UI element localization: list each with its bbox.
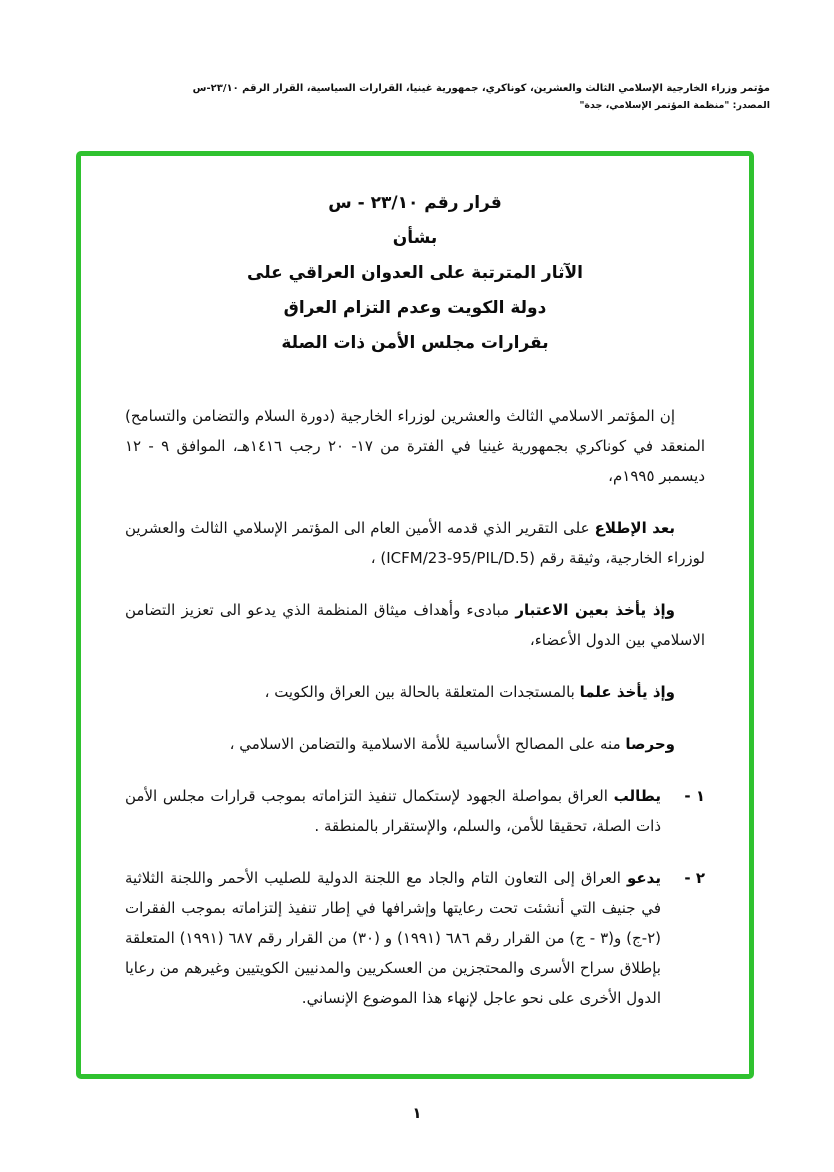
green-border-frame: [76, 151, 754, 1079]
preamble-paragraph: [125, 401, 705, 491]
operative-paragraph-1: [125, 781, 705, 841]
title-resolution-number: قرار رقم ٢٣/١٠ - س: [328, 193, 502, 213]
clause-lead-4: وحرصا: [625, 735, 675, 753]
header-source-line: المصدر: "منظمة المؤتمر الإسلامي، جدة": [579, 100, 770, 111]
operative-body-1: [125, 781, 661, 841]
clause-lead-3: وإذ يأخذ علما: [579, 683, 675, 701]
preamble-text: إن المؤتمر الاسلامي الثالث والعشرين لوزراء الخارجية (دورة السلام والتضامن والتسامح) المنعقد في كوناكري بجمهورية غينيا في الفترة من ١٧- ٢٠ رجب ١٤١٦هـ، الموافق ٩ - ١٢ ديسمبر ١٩٩٥م،: [125, 407, 705, 485]
clause-text-2: مبادىء وأهداف ميثاق المنظمة الذي يدعو الى تعزيز التضامن الاسلامي بين الدول الأعضاء،: [125, 601, 705, 649]
operative-number-2: ٢ -: [684, 869, 705, 887]
clause-paragraph-3: [125, 677, 705, 707]
operative-body-2: [125, 863, 661, 1013]
document-header: [40, 80, 770, 114]
header-citation-line: مؤتمر وزراء الخارجية الإسلامي الثالث والعشرين، كوناكري، جمهورية غينيا، القرارات السياسية، القرار الرقم ٢٣/١٠-س: [192, 83, 770, 94]
clause-lead-1: بعد الإطلاع: [594, 519, 675, 537]
operative-paragraph-2: [125, 863, 705, 1013]
operative-lead-2: يدعو: [627, 869, 661, 887]
page-number: ١: [412, 1104, 422, 1122]
operative-number-1: ١ -: [684, 787, 705, 805]
resolution-content: [81, 156, 749, 1013]
title-subject-line-2: دولة الكويت وعدم التزام العراق: [283, 298, 547, 318]
title-subject-line-3: بقرارات مجلس الأمن ذات الصلة: [281, 333, 549, 353]
clause-text-3: بالمستجدات المتعلقة بالحالة بين العراق والكويت ،: [264, 683, 575, 701]
operative-text-2: العراق إلى التعاون التام والجاد مع اللجنة الدولية للصليب الأحمر واللجنة الثلاثية في جنيف التي أنشئت تحت رعايتها وإشرافها في إطار تنفيذ إلتزاماته بموجب الفقرات (٢-ج) و(٣ - ج) من القرار رقم ٦٨٦ (١٩٩١) و (٣٠) من القرار رقم ٦٨٧ (١٩٩١) المتعلقة بإطلاق سراح الأسرى والمحتجزين من العسكريين والمدنيين الكويتيين وغيرهم من رعايا الدول الأخرى على نحو عاجل لإنهاء هذا الموضوع الإنساني.: [125, 869, 662, 1007]
clause-text-1: على التقرير الذي قدمه الأمين العام الى المؤتمر الإسلامي الثالث والعشرين لوزراء الخارجية، وثيقة رقم (ICFM/23-95/PIL/D.5) ،: [125, 519, 705, 567]
clause-paragraph-1: [125, 513, 705, 573]
clause-lead-2: وإذ يأخذ بعين الاعتبار: [515, 601, 675, 619]
clause-text-4: منه على المصالح الأساسية للأمة الاسلامية والتضامن الاسلامي ،: [229, 735, 621, 753]
clause-paragraph-4: [125, 729, 705, 759]
operative-lead-1: يطالب: [613, 787, 661, 805]
title-subject-line-1: الآثار المترتبة على العدوان العراقي على: [247, 263, 583, 283]
title-regarding: بشأن: [392, 228, 438, 248]
clause-paragraph-2: [125, 595, 705, 655]
operative-text-1: العراق بمواصلة الجهود لإستكمال تنفيذ التزاماته بموجب قرارات مجلس الأمن ذات الصلة، تحقيقا للأمن، والسلم، والإستقرار بالمنطقة .: [125, 787, 661, 835]
resolution-title: [125, 186, 705, 361]
